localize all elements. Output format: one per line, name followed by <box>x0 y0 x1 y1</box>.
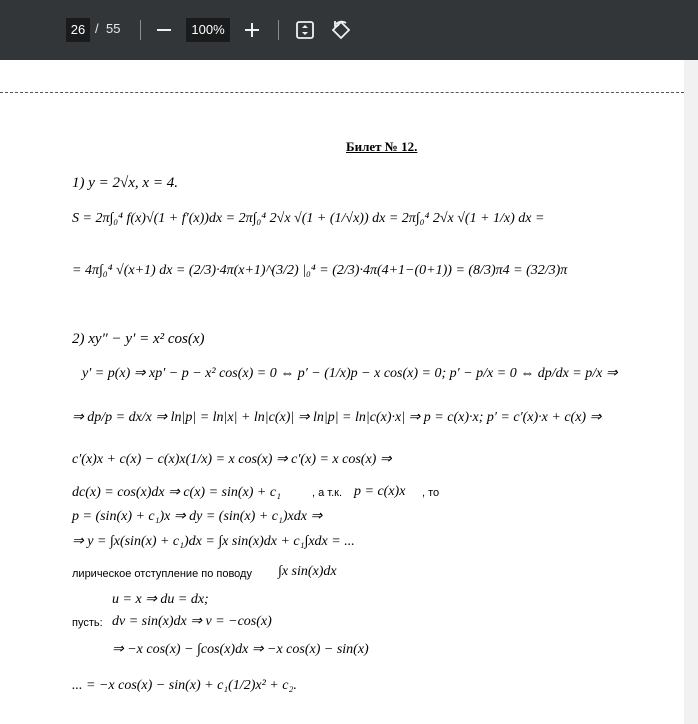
problem-1-statement: 1) y = 2√x, x = 4. <box>72 175 178 191</box>
ticket-title: Билет № 12. <box>346 139 418 154</box>
formula-line: ⇒ −x cos(x) − ∫cos(x)dx ⇒ −x cos(x) − sin(x) <box>112 642 369 657</box>
document-page <box>0 93 684 724</box>
formula-line: ... = −x cos(x) − sin(x) + c₁(1/2)x² + c₂. <box>72 678 297 693</box>
page-number-input[interactable]: 26 <box>66 18 90 42</box>
formula-line: y′ = p(x) ⇒ xp′ − p − x² cos(x) = 0 ⇔ p′ − (1/x)p − x cos(x) = 0; p′ − p/x = 0 ⇔ dp/dx = p/x ⇒ <box>82 366 618 381</box>
toolbar-divider <box>278 20 279 40</box>
page-gap <box>0 60 684 93</box>
formula-line: = 4π∫₀⁴ √(x+1) dx = (2/3)·4π(x+1)^(3/2) |₀⁴ = (2/3)·4π(4+1−(0+1)) = (8/3)π4 = (32/3)π <box>72 263 568 278</box>
note-text: пусть: <box>72 617 103 629</box>
formula-line: dv = sin(x)dx ⇒ v = −cos(x) <box>112 614 272 629</box>
formula-line: dc(x) = cos(x)dx ⇒ c(x) = sin(x) + c₁ <box>72 485 281 500</box>
zoom-level-input[interactable]: 100% <box>186 18 230 42</box>
formula-line: u = x ⇒ du = dx; <box>112 592 209 607</box>
toolbar-divider <box>140 20 141 40</box>
rotate-icon[interactable] <box>327 16 355 44</box>
pdf-toolbar <box>0 0 698 60</box>
fit-page-icon[interactable] <box>291 16 319 44</box>
zoom-out-icon[interactable] <box>150 16 178 44</box>
scrollbar-track[interactable] <box>684 60 698 724</box>
zoom-in-icon[interactable] <box>238 16 266 44</box>
formula-inline: ∫x sin(x)dx <box>278 564 337 579</box>
formula-line: c′(x)x + c(x) − c(x)x(1/x) = x cos(x) ⇒ c′(x) = x cos(x) ⇒ <box>72 452 392 467</box>
total-pages: 55 <box>106 21 121 36</box>
problem-2-statement: 2) xy″ − y′ = x² cos(x) <box>72 331 205 347</box>
formula-line: ⇒ dp/p = dx/x ⇒ ln|p| = ln|x| + ln|c(x)| ⇒ ln|p| = ln|c(x)·x| ⇒ p = c(x)·x; p′ = c′(x)·x + c(x) ⇒ <box>72 410 602 425</box>
formula-line: S = 2π∫₀⁴ f(x)√(1 + f′(x))dx = 2π∫₀⁴ 2√x √(1 + (1/√x)) dx = 2π∫₀⁴ 2√x √(1 + 1/x) dx = <box>72 211 545 226</box>
formula-line: p = (sin(x) + c₁)x ⇒ dy = (sin(x) + c₁)xdx ⇒ <box>72 509 323 524</box>
note-text: , а т.к. <box>312 487 343 499</box>
note-text: , то <box>422 487 440 499</box>
page-separator: / <box>95 21 99 36</box>
formula-inline: p = c(x)x <box>354 484 406 499</box>
formula-line: ⇒ y = ∫x(sin(x) + c₁)dx = ∫x sin(x)dx + c₁∫xdx = ... <box>72 534 355 549</box>
note-text: лирическое отступление по поводу <box>72 568 252 580</box>
